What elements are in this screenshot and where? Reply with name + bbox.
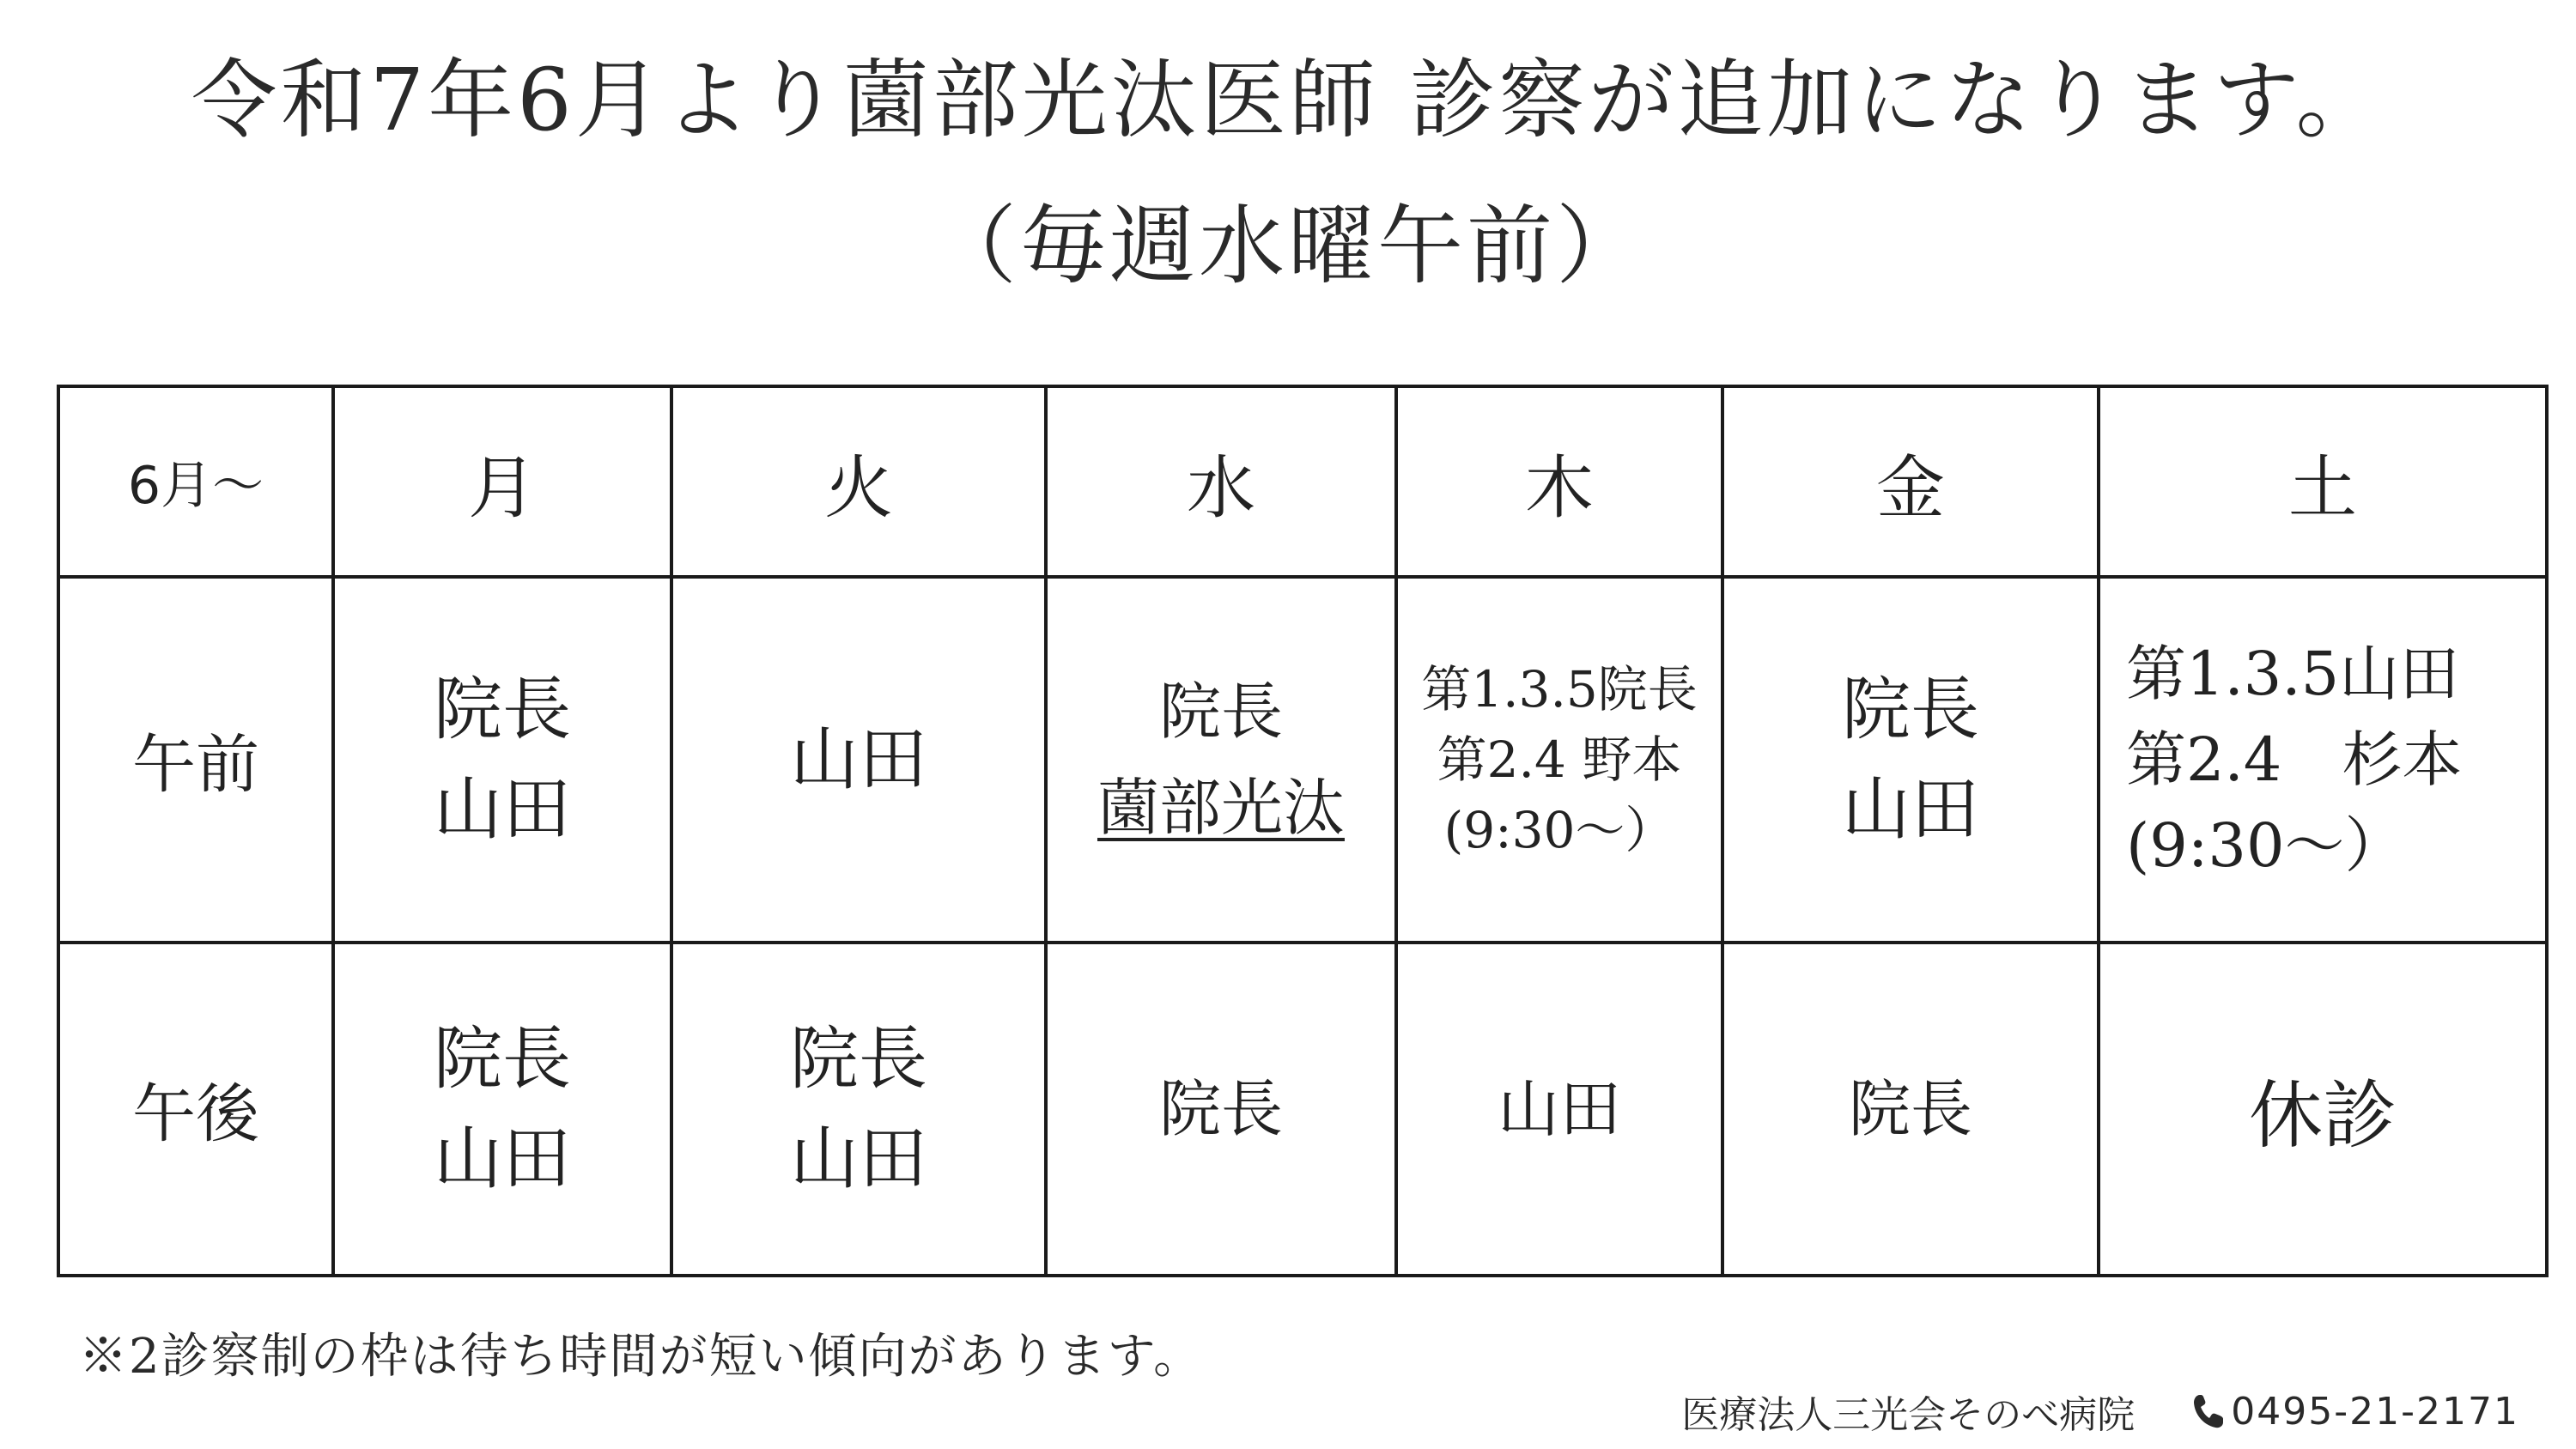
doctor-name: 山田 [1842, 769, 1979, 849]
schedule-time: (9:30～） [1443, 801, 1675, 859]
header-day-fri: 金 [1722, 386, 2099, 577]
waiting-time-note: ※2診察制の枠は待ち時間が短い傾向があります。 [79, 1329, 1204, 1385]
announcement-title: 令和7年6月より薗部光汰医師 診察が追加になります。 [191, 50, 2385, 150]
cell-pm-sat [2099, 943, 2547, 1276]
doctor-name: 山田 [434, 1119, 571, 1198]
header-day-thu: 木 [1396, 386, 1722, 577]
header-day-tue: 火 [671, 386, 1046, 577]
header-day-mon: 月 [333, 386, 671, 577]
afternoon-row [58, 943, 2547, 1276]
doctor-name: 院長 [790, 1019, 927, 1099]
schedule-table [57, 385, 2549, 1277]
doctor-name: 院長 [1158, 1073, 1283, 1145]
schedule-line: 第1.3.5院長 [1421, 660, 1698, 718]
closed-label: 休診 [2249, 1073, 2397, 1159]
cell-am-wed [1046, 577, 1396, 943]
cell-pm-mon [333, 943, 671, 1276]
schedule-line: 第1.3.5山田 [2126, 639, 2460, 709]
header-day-wed: 水 [1046, 386, 1396, 577]
header-corner: 6月～ [58, 386, 333, 577]
doctor-name: 院長 [434, 1019, 571, 1099]
cell-pm-tue [671, 943, 1046, 1276]
phone-icon [2191, 1392, 2226, 1430]
doctor-name: 山田 [1497, 1073, 1621, 1145]
morning-row [58, 577, 2547, 943]
doctor-name: 院長 [1848, 1073, 1972, 1145]
cell-pm-thu [1396, 943, 1722, 1276]
cell-pm-wed [1046, 943, 1396, 1276]
doctor-name: 院長 [1158, 676, 1283, 748]
doctor-name: 院長 [1842, 670, 1979, 749]
schedule-time: (9:30～） [2126, 810, 2405, 881]
cell-am-fri [1722, 577, 2099, 943]
clinic-name: 医療法人三光会そのべ病院 [1681, 1393, 2136, 1437]
doctor-name: 山田 [790, 1119, 927, 1198]
header-day-sat: 土 [2099, 386, 2547, 577]
phone-contact [2191, 1390, 2519, 1434]
schedule-line: 第2.4 杉本 [2126, 724, 2463, 795]
doctor-name: 山田 [790, 719, 927, 799]
row-label-morning: 午前 [58, 577, 333, 943]
cell-am-tue [671, 577, 1046, 943]
doctor-name: 山田 [434, 769, 571, 849]
announcement-subtitle: （毎週水曜午前） [931, 196, 1645, 296]
cell-am-sat [2099, 577, 2547, 943]
cell-am-thu [1396, 577, 1722, 943]
cell-am-mon [333, 577, 671, 943]
doctor-name: 院長 [434, 670, 571, 749]
footer [1681, 1384, 2519, 1439]
new-doctor-name: 薗部光汰 [1097, 772, 1345, 844]
header-row [58, 386, 2547, 577]
row-label-afternoon: 午後 [58, 943, 333, 1276]
phone-number: 0495-21-2171 [2231, 1389, 2519, 1434]
cell-pm-fri [1722, 943, 2099, 1276]
schedule-line: 第2.4 野本 [1437, 731, 1682, 789]
